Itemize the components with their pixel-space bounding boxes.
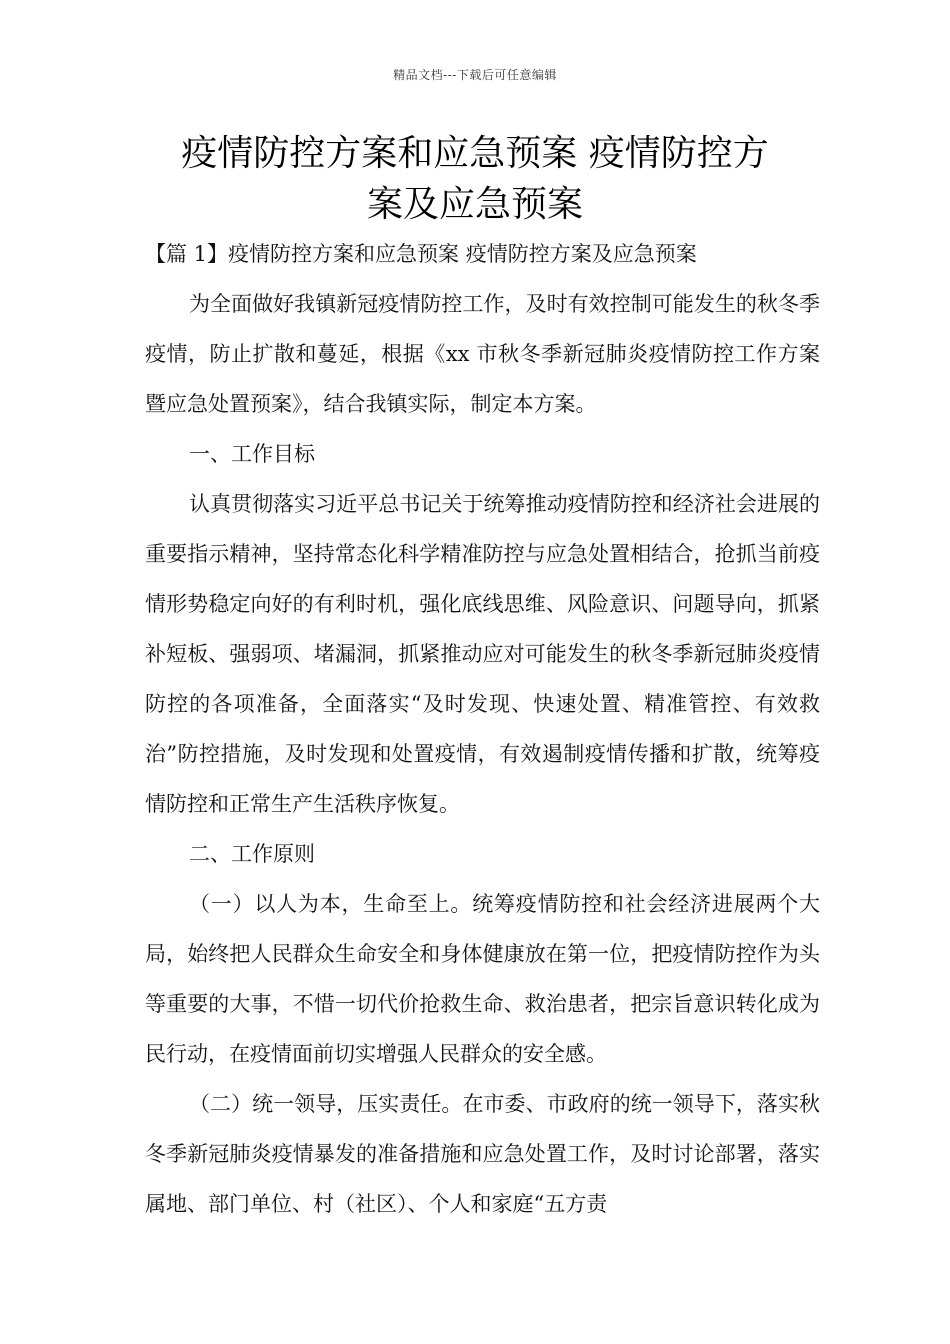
- document-body: [145, 229, 820, 1229]
- title-line-2: 案及应急预案: [366, 184, 583, 225]
- section-subtitle: 【篇 1】疫情防控方案和应急预案 疫情防控方案及应急预案: [145, 242, 697, 266]
- title-line-1: 疫情防控方案和应急预案 疫情防控方: [181, 133, 769, 174]
- heading-work-goals: 一、工作目标: [189, 442, 315, 466]
- paragraph-work-goals: 认真贯彻落实习近平总书记关于统筹推动疫情防控和经济社会进展的重要指示精神，坚持常态化科学精准防控与应急处置相结合，抢抓当前疫情形势稳定向好的有利时机，强化底线思维、风险意识、问题导向，抓紧补短板、强弱项、堵漏洞，抓紧推动应对可能发生的秋冬季新冠肺炎疫情防控的各项准备，全面落实“及时发现、快速处置、精准管控、有效救治”防控措施，及时发现和处置疫情，有效遏制疫情传播和扩散，统筹疫情防控和正常生产生活秩序恢复。: [145, 492, 820, 816]
- heading-work-principles: 二、工作原则: [189, 842, 315, 866]
- page-header-note: 精品文档---下载后可任意编辑: [393, 68, 557, 82]
- document-title: [140, 128, 810, 230]
- paragraph-principle-1: （一）以人为本，生命至上。统筹疫情防控和社会经济进展两个大局，始终把人民群众生命安全和身体健康放在第一位，把疫情防控作为头等重要的大事，不惜一切代价抢救生命、救治患者，把宗旨意识转化成为民行动，在疫情面前切实增强人民群众的安全感。: [145, 892, 820, 1066]
- paragraph-intro: 为全面做好我镇新冠疫情防控工作，及时有效控制可能发生的秋冬季疫情，防止扩散和蔓延，根据《xx 市秋冬季新冠肺炎疫情防控工作方案暨应急处置预案》，结合我镇实际，制定本方案。: [145, 292, 820, 416]
- paragraph-principle-2: （二）统一领导，压实责任。在市委、市政府的统一领导下，落实秋冬季新冠肺炎疫情暴发的准备措施和应急处置工作，及时讨论部署，落实属地、部门单位、村（社区）、个人和家庭“五方责: [145, 1092, 820, 1216]
